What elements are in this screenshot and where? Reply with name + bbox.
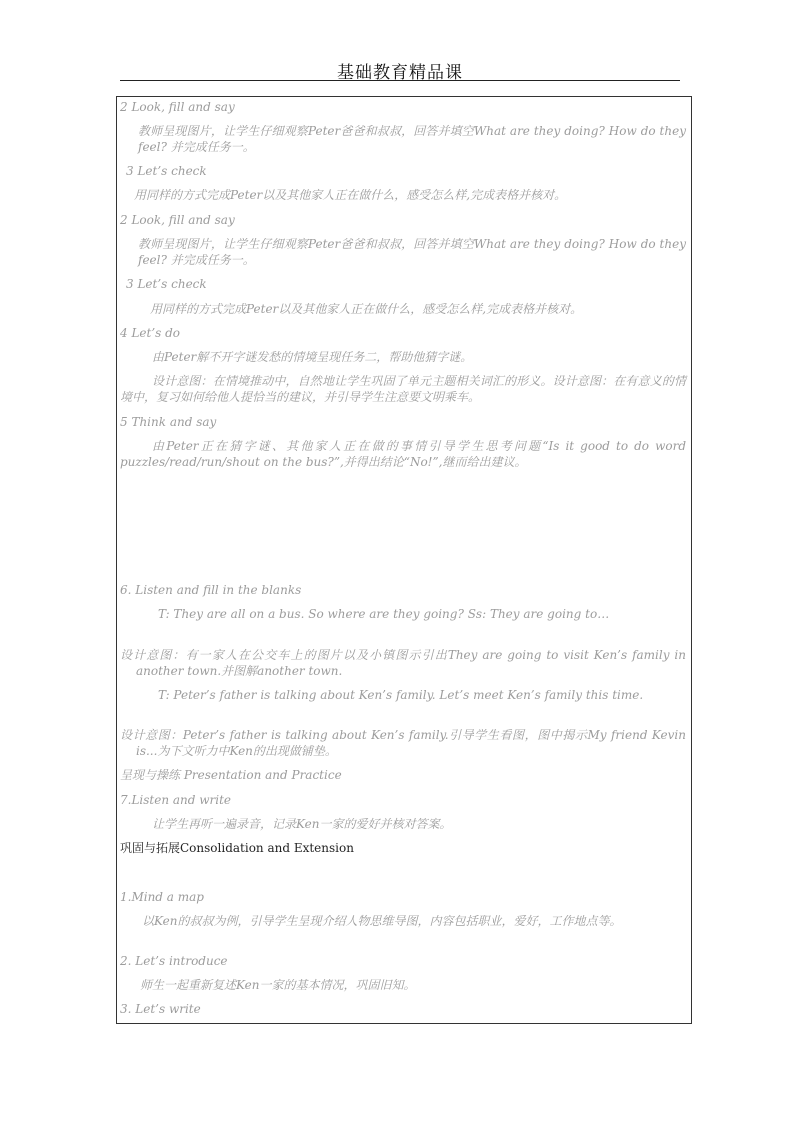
dialogue-peters-father: T: Peter’s father is talking about Ken’s family. Let’s meet Ken’s family this time. [158, 688, 644, 702]
section-consolidation-extension: 巩固与拓展Consolidation and Extension [120, 841, 354, 855]
paragraph-look-fill-say-repeat: 教师呈现图片，让学生仔细观察Peter爸爸和叔叔，回答并填空What are they doing? How do they feel? 并完成任务一。 [138, 237, 686, 267]
section-lets-write: 3. Let’s write [120, 1002, 201, 1016]
paragraph-listen-and-write: 让学生再听一遍录音，记录Ken一家的爱好并核对答案。 [152, 817, 452, 831]
section-look-fill-say: 2 Look, fill and say [120, 100, 235, 114]
paragraph-lets-check-repeat: 用同样的方式完成Peter以及其他家人正在做什么，感受怎么样,完成表格并核对。 [150, 302, 583, 316]
section-lets-introduce: 2. Let’s introduce [120, 954, 228, 968]
section-listen-and-write: 7.Listen and write [120, 793, 232, 807]
section-think-and-say: 5 Think and say [120, 415, 217, 429]
header-rule [120, 80, 680, 81]
design-intent-3: 设计意图：Peter’s father is talking about Ken’s family.引导学生看图，图中揭示My friend Kevin is...为下文听力中Ken的出现做铺垫。 [120, 728, 686, 758]
section-lets-check-repeat: 3 Let’s check [126, 277, 207, 291]
section-look-fill-say-repeat: 2 Look, fill and say [120, 213, 235, 227]
section-listen-fill-blanks: 6. Listen and fill in the blanks [120, 583, 302, 597]
paragraph-look-fill-say: 教师呈现图片，让学生仔细观察Peter爸爸和叔叔，回答并填空What are they doing? How do they feel? 并完成任务一。 [138, 124, 686, 154]
paragraph-think-and-say: 由Peter正在猜字谜、其他家人正在做的事情引导学生思考问题“Is it good to do word puzzles/read/run/shout on the bus?”,并得出结论“No!”,继而给出建议。 [120, 439, 686, 469]
dialogue-on-bus: T: They are all on a bus. So where are they going? Ss: They are going to… [158, 607, 610, 621]
section-lets-do: 4 Let’s do [120, 326, 181, 340]
design-intent-2: 设计意图：有一家人在公交车上的图片以及小镇图示引出They are going to visit Ken’s family in another town.并图解another town. [120, 648, 686, 678]
paragraph-lets-do: 由Peter解不开字谜发愁的情境呈现任务二，帮助他猜字谜。 [152, 350, 473, 364]
paragraph-mind-a-map: 以Ken的叔叔为例，引导学生呈现介绍人物思维导图，内容包括职业，爱好，工作地点等。 [142, 914, 622, 928]
section-lets-check: 3 Let’s check [126, 164, 207, 178]
paragraph-lets-introduce: 师生一起重新复述Ken一家的基本情况，巩固旧知。 [140, 978, 416, 992]
page-header-title: 基础教育精品课 [337, 63, 463, 83]
section-presentation-practice: 呈现与操练 Presentation and Practice [120, 768, 342, 782]
design-intent-1: 设计意图：在情境推动中，自然地让学生巩固了单元主题相关词汇的形义。设计意图：在有意义的情境中，复习如何给他人提恰当的建议，并引导学生注意要文明乘车。 [120, 374, 686, 404]
paragraph-lets-check: 用同样的方式完成Peter以及其他家人正在做什么，感受怎么样,完成表格并核对。 [134, 188, 567, 202]
section-mind-a-map: 1.Mind a map [120, 890, 204, 904]
